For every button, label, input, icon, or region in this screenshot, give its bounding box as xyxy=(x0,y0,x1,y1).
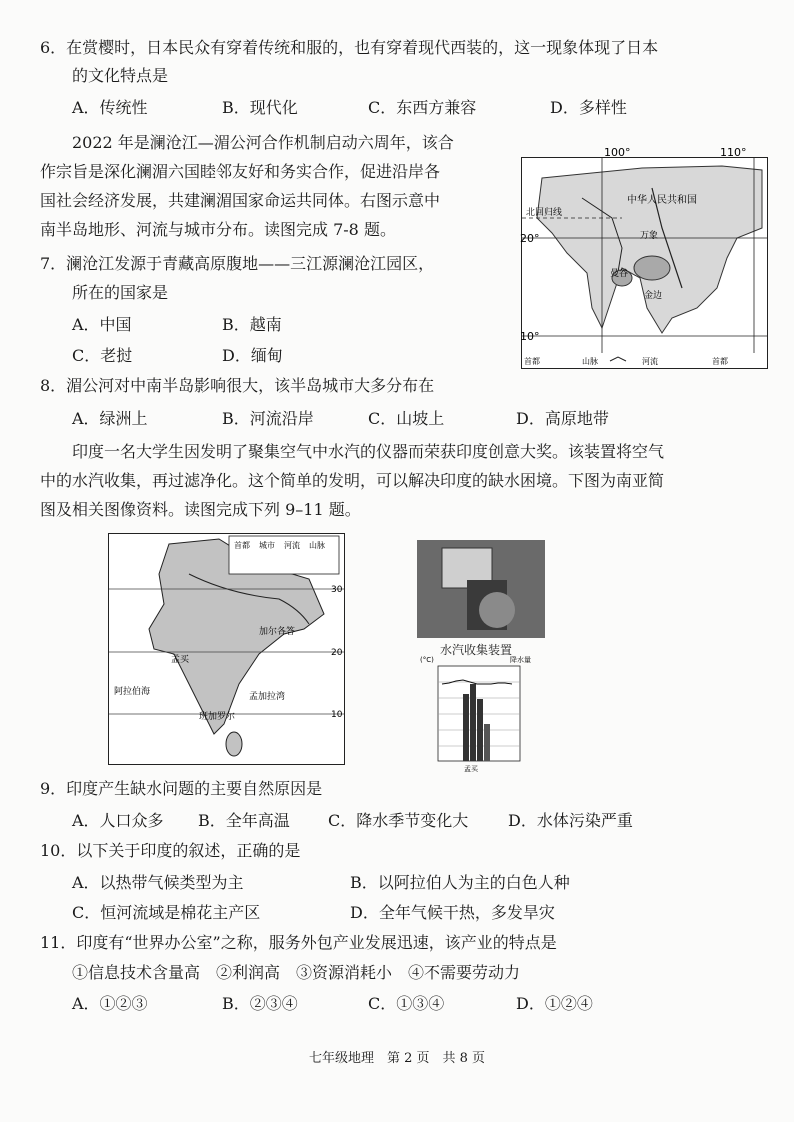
map1-label-phnompenh: 金边 xyxy=(644,291,663,301)
climate-station: 孟买 xyxy=(464,765,478,773)
q10-stem: 10．以下关于印度的叙述，正确的是 xyxy=(40,841,301,860)
page-footer: 七年级地理 第 2 页 共 8 页 xyxy=(308,1051,486,1066)
map1-lon-110: 110° xyxy=(720,146,747,159)
q8-option-b: B．河流沿岸 xyxy=(222,409,314,428)
map2-lat-30: 30 xyxy=(331,585,343,595)
map1-legend-2: 山脉 xyxy=(582,357,598,366)
climate-left-unit: (°C) xyxy=(420,656,434,664)
passage1-line1: 2022 年是澜沧江—湄公河合作机制启动六周年，该合 xyxy=(72,133,454,152)
south-asia-map-svg xyxy=(109,534,344,764)
map2-label-bangalore: 班加罗尔 xyxy=(199,712,236,722)
q7-option-a: A．中国 xyxy=(72,315,132,334)
q9-option-a: A．人口众多 xyxy=(72,811,164,830)
passage2-line2: 中的水汽收集，再过滤净化。这个简单的发明，可以解决印度的缺水困境。下图为南亚简 xyxy=(40,471,665,490)
q10-option-a: A．以热带气候类型为主 xyxy=(72,873,244,892)
q11-option-c: C．①③④ xyxy=(368,994,445,1013)
q6-option-c: C．东西方兼容 xyxy=(368,98,477,117)
map2-lat-10: 10 xyxy=(331,710,343,720)
q6-option-a: A．传统性 xyxy=(72,98,148,117)
map1-label-bangkok: 曼谷 xyxy=(610,269,629,279)
map2-label-bay-of-bengal: 孟加拉湾 xyxy=(249,692,286,702)
q7-stem-line2: 所在的国家是 xyxy=(72,283,169,302)
q6-stem-line2: 的文化特点是 xyxy=(72,66,169,85)
q7-option-d: D．缅甸 xyxy=(222,346,283,365)
map1-lon-100: 100° xyxy=(604,146,631,159)
q8-option-d: D．高原地带 xyxy=(516,409,609,428)
map2-label-mumbai: 孟买 xyxy=(171,655,190,665)
q9-stem: 9．印度产生缺水问题的主要自然原因是 xyxy=(40,779,323,798)
q7-stem-line1: 7．澜沧江发源于青藏高原腹地——三江源澜沧江园区， xyxy=(40,254,435,273)
water-collector-photo xyxy=(417,540,545,638)
passage2-line3: 图及相关图像资料。读图完成下列 9–11 题。 xyxy=(40,500,361,519)
climate-chart xyxy=(420,654,540,774)
q11-stem: 11．印度有“世界办公室”之称，服务外包产业发展迅速，该产业的特点是 xyxy=(40,933,557,952)
map2-label-arabian-sea: 阿拉伯海 xyxy=(114,687,151,697)
climate-right-unit: 降水量 xyxy=(510,656,531,664)
q10-option-d: D．全年气候干热，多发旱灾 xyxy=(350,903,555,922)
map1-legend-4: 首都 xyxy=(712,357,728,366)
q11-option-b: B．②③④ xyxy=(222,994,298,1013)
map1-legend-3: 河流 xyxy=(642,357,658,366)
map2-legend-2: 城市 xyxy=(259,541,275,550)
q11-option-a: A．①②③ xyxy=(72,994,148,1013)
map2-lat-20: 20 xyxy=(331,648,343,658)
q10-option-b: B．以阿拉伯人为主的白色人种 xyxy=(350,873,570,892)
indochina-map xyxy=(520,146,768,369)
passage1-line4: 南半岛地形、河流与城市分布。读图完成 7-8 题。 xyxy=(40,220,396,239)
q11-items: ①信息技术含量高 ②利润高 ③资源消耗小 ④不需要劳动力 xyxy=(72,963,521,982)
passage1-line3: 国社会经济发展，共建澜湄国家命运共同体。右图示意中 xyxy=(40,191,441,210)
map1-label-vientiane: 万象 xyxy=(640,231,659,241)
q6-stem-line1: 6．在赏樱时，日本民众有穿着传统和服的，也有穿着现代西装的，这一现象体现了日本 xyxy=(40,38,659,57)
south-asia-map xyxy=(108,533,345,765)
q8-option-a: A．绿洲上 xyxy=(72,409,148,428)
indochina-map-svg xyxy=(520,146,767,368)
q8-stem: 8．湄公河对中南半岛影响很大，该半岛城市大多分布在 xyxy=(40,376,435,395)
map1-label-tropic: 北回归线 xyxy=(526,208,563,218)
q8-option-c: C．山坡上 xyxy=(368,409,445,428)
q7-option-b: B．越南 xyxy=(222,315,282,334)
passage2-line1: 印度一名大学生因发明了聚集空气中水汽的仪器而荣获印度创意大奖。该装置将空气 xyxy=(72,442,665,461)
photo-caption: 水汽收集装置 xyxy=(440,643,513,657)
passage1-line2: 作宗旨是深化澜湄六国睦邻友好和务实合作，促进沿岸各 xyxy=(40,162,441,181)
q9-option-c: C．降水季节变化大 xyxy=(328,811,469,830)
map1-lat-20: 20° xyxy=(520,232,540,245)
q6-option-b: B．现代化 xyxy=(222,98,298,117)
q9-option-d: D．水体污染严重 xyxy=(508,811,633,830)
q10-option-c: C．恒河流域是棉花主产区 xyxy=(72,903,261,922)
map2-legend-1: 首都 xyxy=(234,541,250,550)
map2-legend-3: 河流 xyxy=(284,541,300,550)
map2-legend-4: 山脉 xyxy=(309,541,325,550)
q6-option-d: D．多样性 xyxy=(550,98,627,117)
q7-option-c: C．老挝 xyxy=(72,346,133,365)
map1-lat-10: 10° xyxy=(520,330,540,343)
map2-label-kolkata: 加尔各答 xyxy=(259,627,296,637)
q11-option-d: D．①②④ xyxy=(516,994,593,1013)
map1-legend-1: 首都 xyxy=(524,357,540,366)
q9-option-b: B．全年高温 xyxy=(198,811,290,830)
map1-label-china: 中华人民共和国 xyxy=(627,195,697,206)
